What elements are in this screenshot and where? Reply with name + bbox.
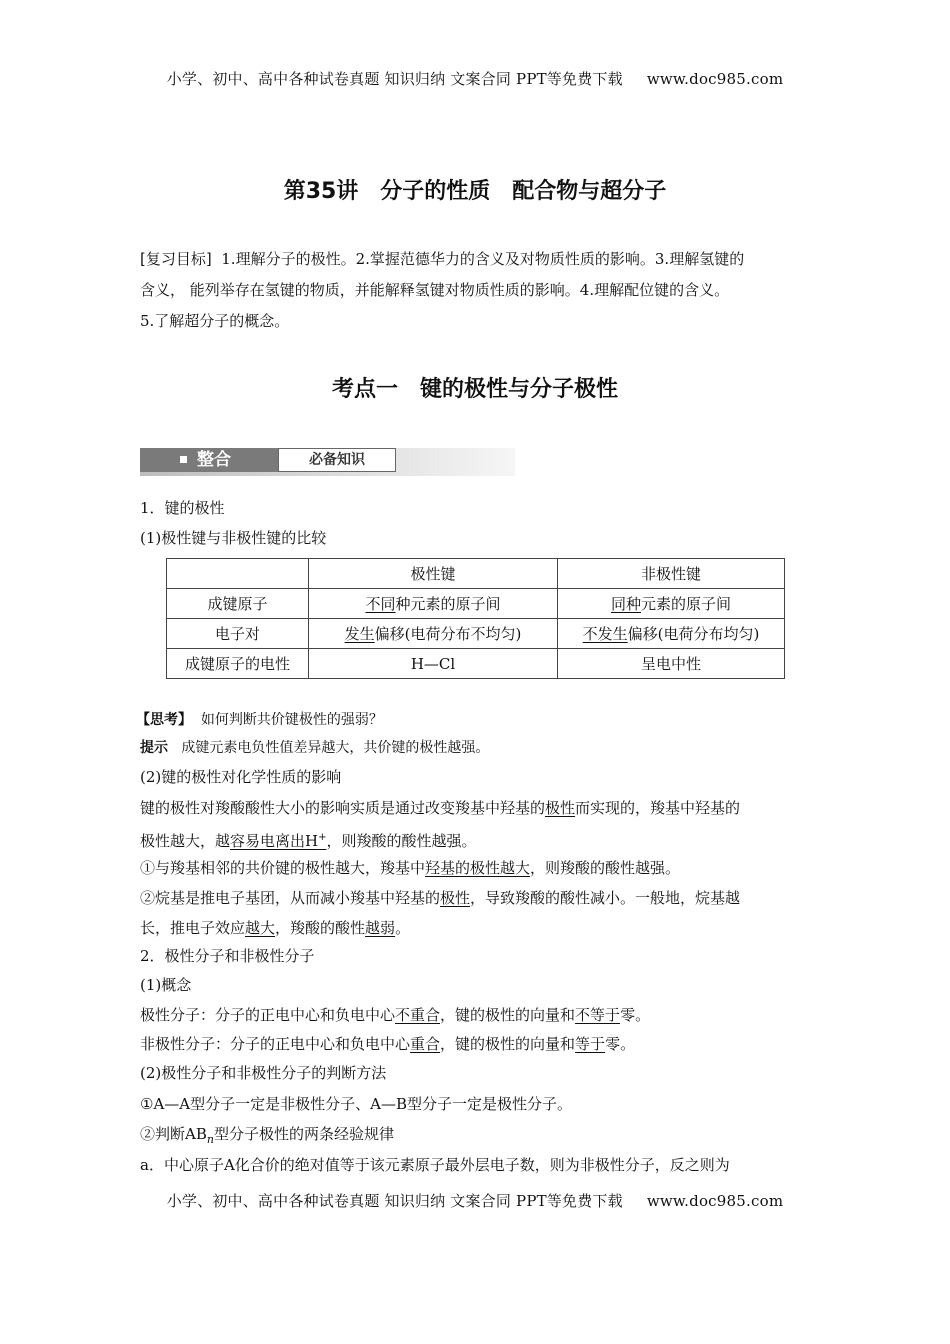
lesson-title: 第35讲 分子的性质 配合物与超分子: [283, 179, 667, 204]
s1-heading: 1．键的极性: [140, 499, 225, 517]
banner-left: 整合: [140, 448, 280, 472]
s1-sub2: (2)键的极性对化学性质的影响: [140, 768, 342, 786]
table-cell: 发生偏移(电荷分布不均匀): [309, 619, 558, 649]
s2-heading: 2．极性分子和非极性分子: [140, 947, 315, 965]
table-cell: 极性键: [309, 559, 558, 589]
page-footer: [0, 1190, 950, 1211]
table-cell: 电子对: [167, 619, 309, 649]
footer-text: 小学、初中、高中各种试卷真题 知识归纳 文案合同 PPT等免费下载: [166, 1192, 623, 1210]
table-cell: 不发生偏移(电荷分布均匀): [558, 619, 785, 649]
banner-right: 必备知识: [278, 448, 396, 472]
square-icon: [180, 456, 187, 463]
table-cell: [167, 559, 309, 589]
table-row: [167, 649, 785, 679]
goals-line-3: 5.了解超分子的概念。: [140, 312, 290, 330]
table-row: [167, 559, 785, 589]
paragraph-line: 极性越大，越容易电离出H+，则羧酸的酸性越强。: [140, 832, 477, 850]
section-banner: [140, 448, 515, 476]
table-cell: 不同种元素的原子间: [309, 589, 558, 619]
comparison-table: [166, 558, 785, 679]
table-cell: 同种元素的原子间: [558, 589, 785, 619]
paragraph-line: ②判断$AB_n$型分子极性的两条经验规律: [140, 1125, 394, 1146]
paragraph-line: 极性分子：分子的正电中心和负电中心不重合，键的极性的向量和不等于零。: [140, 1006, 651, 1024]
paragraph-line: 键的极性对羧酸酸性大小的影响实质是通过改变羧基中羟基的极性而实现的，羧基中羟基的: [140, 799, 741, 817]
paragraph-line: 非极性分子：分子的正电中心和负电中心重合，键的极性的向量和等于零。: [140, 1035, 636, 1053]
header-site[interactable]: www.doc985.com: [646, 70, 784, 88]
paragraph-line: ①与羧基相邻的共价键的极性越大，羧基中羟基的极性越大，则羧酸的酸性越强。: [140, 859, 681, 877]
table-row: [167, 589, 785, 619]
think-hint: 提示 成键元素电负性值差异越大，共价键的极性越强。: [140, 740, 490, 756]
table-row: [167, 619, 785, 649]
section-title: 考点一 键的极性与分子极性: [331, 377, 618, 402]
page-header: [0, 68, 950, 89]
s2-sub2: (2)极性分子和非极性分子的判断方法: [140, 1064, 387, 1082]
paragraph-line: 长，推电子效应越大，羧酸的酸性越弱。: [140, 919, 411, 937]
table-cell: 非极性键: [558, 559, 785, 589]
header-text: 小学、初中、高中各种试卷真题 知识归纳 文案合同 PPT等免费下载: [166, 70, 623, 88]
table-cell: 成键原子: [167, 589, 309, 619]
table-cell: H—Cl: [309, 649, 558, 679]
paragraph-line: ①A—A型分子一定是非极性分子、A—B型分子一定是极性分子。: [140, 1095, 572, 1113]
table-cell: 呈电中性: [558, 649, 785, 679]
paragraph-line: ②烷基是推电子基团，从而减小羧基中羟基的极性，导致羧酸的酸性减小。一般地，烷基越: [140, 889, 741, 907]
think-question: 【思考】 如何判断共价键极性的强弱？: [136, 712, 383, 728]
goals-line-1: [复习目标] 1.理解分子的极性。2.掌握范德华力的含义及对物质性质的影响。3.理解氢键的: [140, 250, 745, 268]
s1-sub1: (1)极性键与非极性键的比较: [140, 529, 327, 547]
footer-site[interactable]: www.doc985.com: [646, 1192, 784, 1210]
goals-tag: [复习目标]: [140, 250, 212, 268]
s2-sub1: (1)概念: [140, 976, 192, 994]
paragraph-line: a．中心原子A化合价的绝对值等于该元素原子最外层电子数，则为非极性分子，反之则为: [140, 1156, 730, 1174]
goals-line-2: 含义， 能列举存在氢键的物质，并能解释氢键对物质性质的影响。4.理解配位键的含义。: [140, 281, 730, 299]
table-cell: 成键原子的电性: [167, 649, 309, 679]
